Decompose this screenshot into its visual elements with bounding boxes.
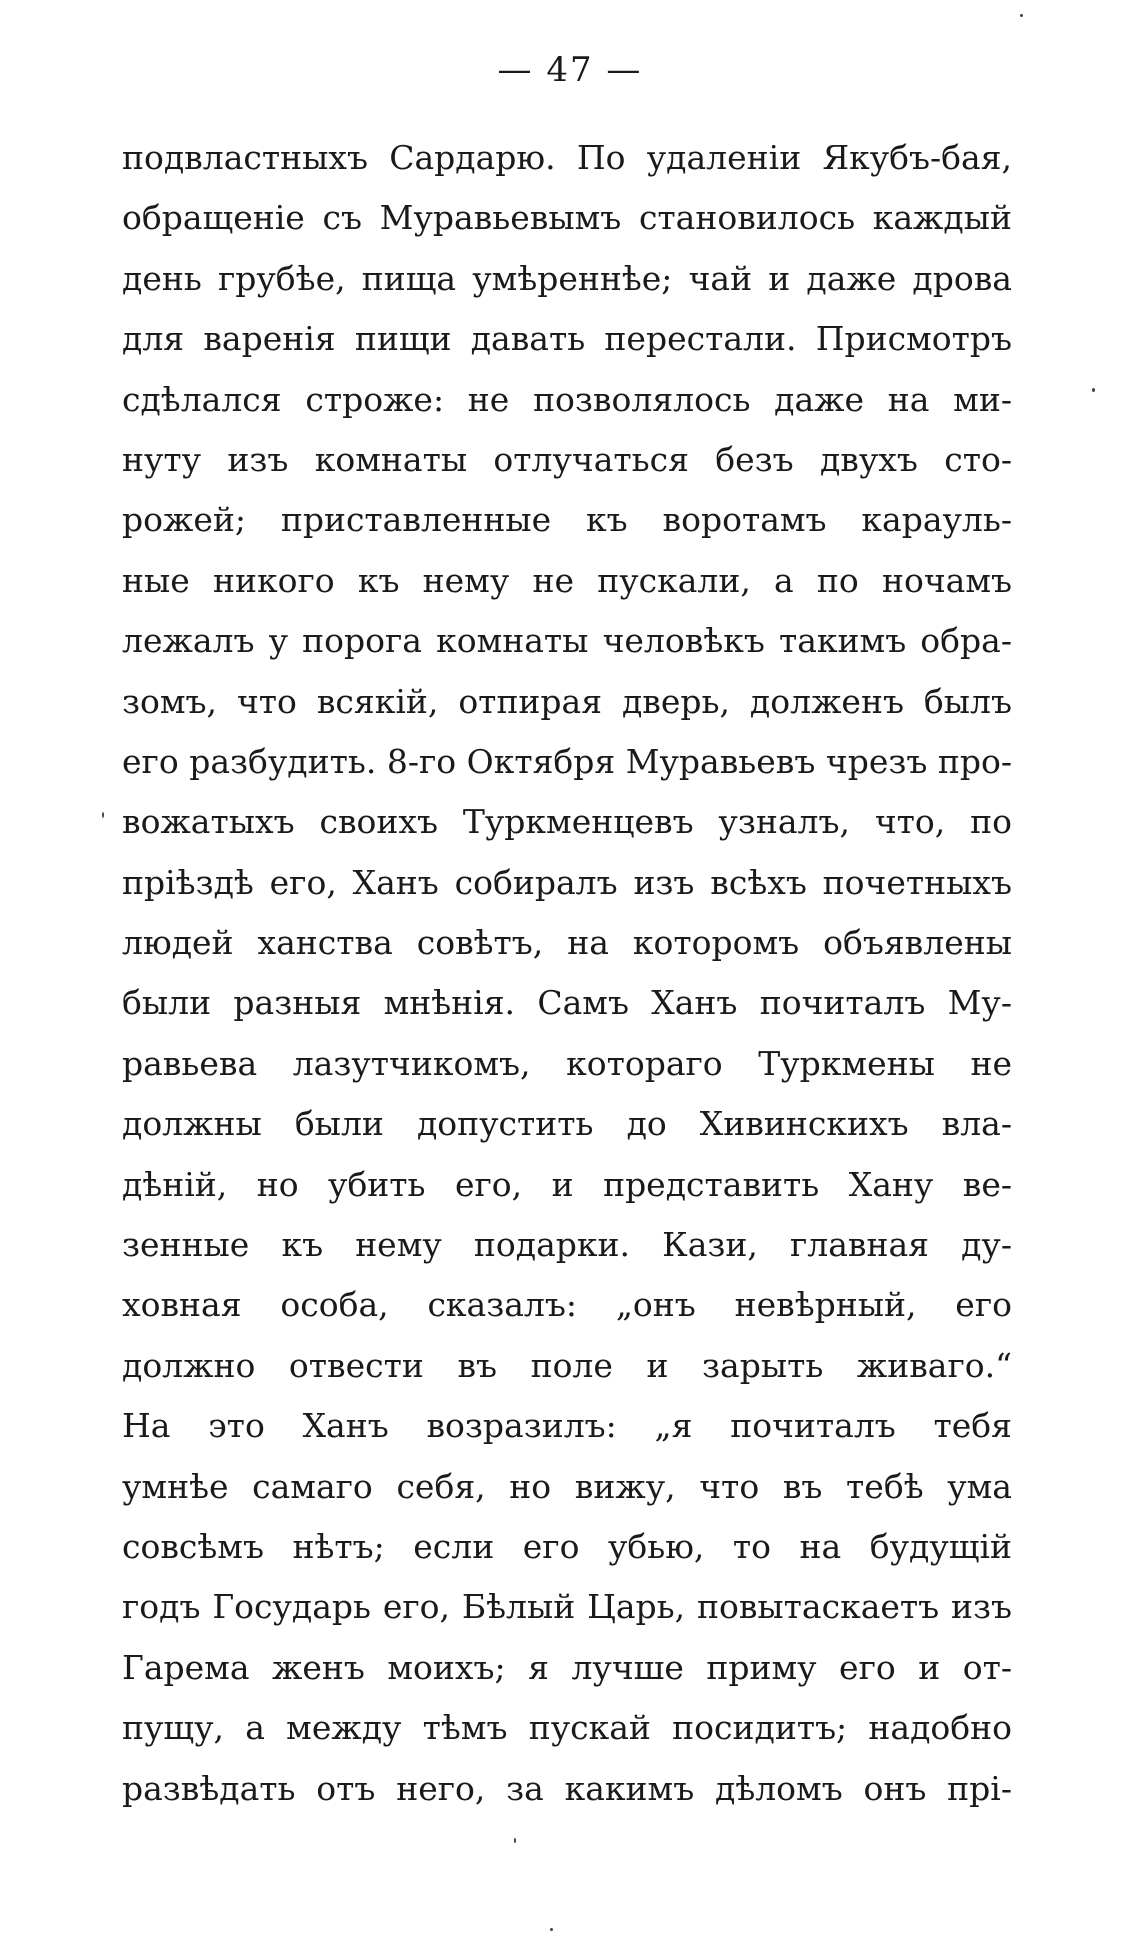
text-line: развѣдать отъ него, за какимъ дѣломъ онъ прі- bbox=[122, 1768, 1012, 1808]
text-line: зенные къ нему подарки. Кази, главная ду- bbox=[122, 1225, 1012, 1265]
scan-speck bbox=[102, 812, 104, 818]
text-line: дѣній, но убить его, и представить Хану ве- bbox=[122, 1164, 1012, 1204]
text-line: равьева лазутчикомъ, котораго Туркмены не bbox=[122, 1043, 1012, 1083]
text-line: лежалъ у порога комнаты человѣкъ такимъ обра- bbox=[122, 621, 1012, 661]
text-line: зомъ, что всякій, отпирая дверь, долженъ былъ bbox=[122, 681, 1012, 721]
page-number: — 47 — bbox=[497, 50, 643, 90]
text-line: день грубѣе, пища умѣреннѣе; чай и даже дрова bbox=[122, 258, 1012, 298]
text-line: его разбудить. 8-го Октября Муравьевъ чрезъ про- bbox=[122, 741, 1012, 781]
text-line: сдѣлался строже: не позволялось даже на ми- bbox=[122, 379, 1012, 419]
text-line: нуту изъ комнаты отлучаться безъ двухъ сто- bbox=[122, 439, 1012, 479]
text-line: На это Ханъ возразилъ: „я почиталъ тебя bbox=[122, 1406, 1012, 1446]
text-line: должно отвести въ поле и зарыть живаго.“ bbox=[122, 1345, 1012, 1385]
text-line: пріѣздѣ его, Ханъ собиралъ изъ всѣхъ почетныхъ bbox=[122, 862, 1012, 902]
scan-speck bbox=[550, 1928, 553, 1931]
text-line: людей ханства совѣтъ, на которомъ объявлены bbox=[122, 923, 1012, 963]
text-line: обращеніе съ Муравьевымъ становилось каждый bbox=[122, 198, 1012, 238]
text-line: Гарема женъ моихъ; я лучше приму его и от- bbox=[122, 1647, 1012, 1687]
text-line: были разныя мнѣнія. Самъ Ханъ почиталъ Му- bbox=[122, 983, 1012, 1023]
page-body-text bbox=[122, 128, 1012, 1819]
text-line: совсѣмъ нѣтъ; если его убью, то на будущій bbox=[122, 1526, 1012, 1566]
text-line: подвластныхъ Сардарю. По удаленіи Якубъ-бая, bbox=[122, 138, 1012, 177]
scan-speck bbox=[514, 1838, 516, 1843]
scan-speck bbox=[1020, 14, 1023, 17]
text-line: должны были допустить до Хивинскихъ вла- bbox=[122, 1104, 1012, 1144]
text-line: рожей; приставленные къ воротамъ карауль- bbox=[122, 500, 1012, 540]
text-line: вожатыхъ своихъ Туркменцевъ узналъ, что, по bbox=[122, 802, 1012, 842]
scan-speck bbox=[1092, 388, 1095, 392]
text-line: для варенія пищи давать перестали. Присмотръ bbox=[122, 319, 1012, 359]
text-line: ховная особа, сказалъ: „онъ невѣрный, его bbox=[122, 1285, 1012, 1325]
text-line: годъ Государь его, Бѣлый Царь, повытаскаетъ изъ bbox=[122, 1587, 1012, 1627]
text-line: умнѣе самаго себя, но вижу, что въ тебѣ ума bbox=[122, 1466, 1012, 1506]
text-line: пущу, а между тѣмъ пускай посидитъ; надобно bbox=[122, 1708, 1012, 1748]
text-line: ные никого къ нему не пускали, а по ночамъ bbox=[122, 560, 1012, 600]
